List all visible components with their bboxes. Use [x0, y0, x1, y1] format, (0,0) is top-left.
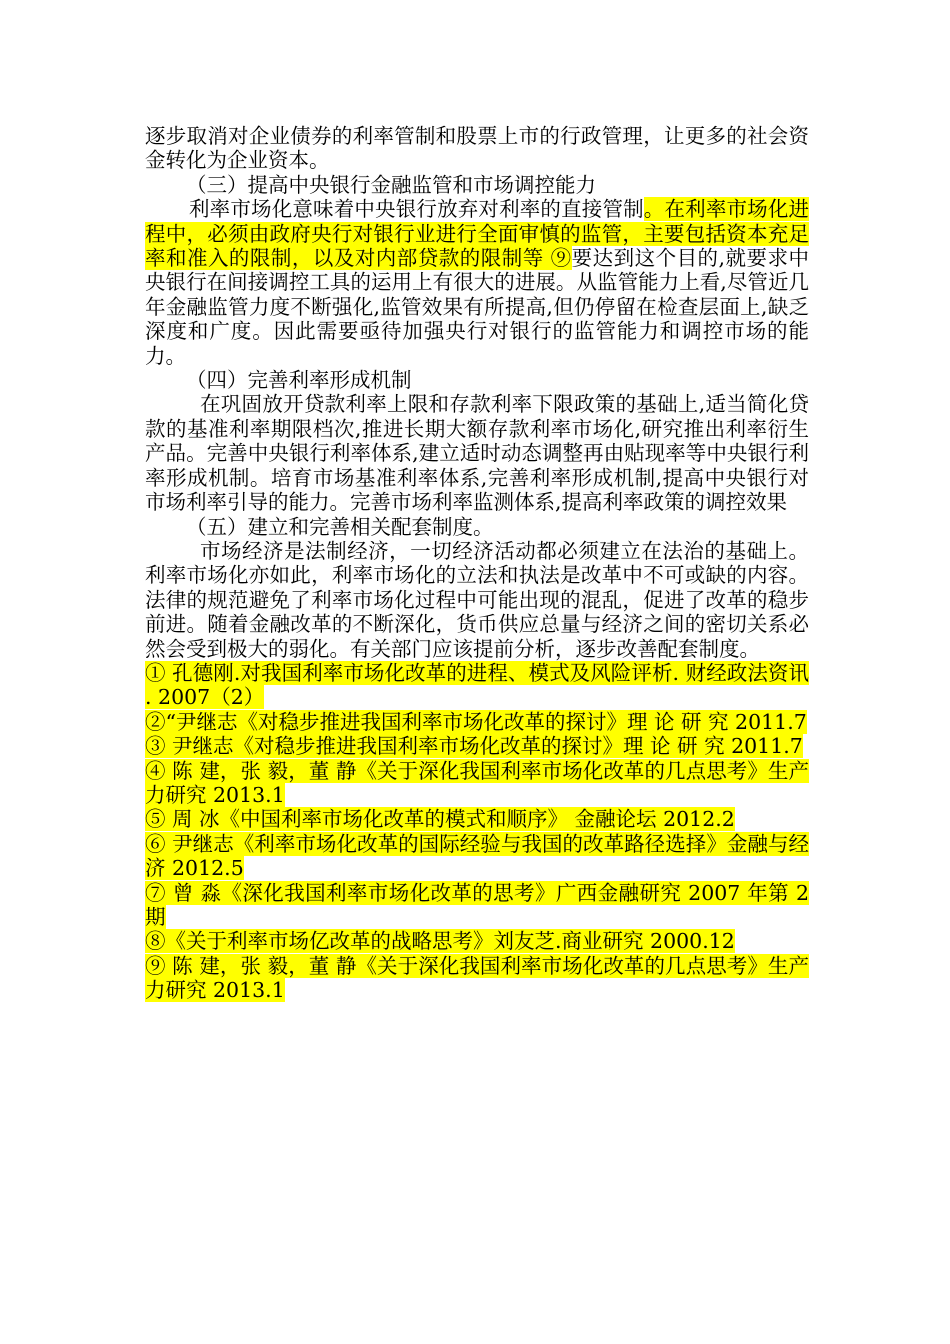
reference-text: ⑦ 曾 淼《深化我国利率市场化改革的思考》广西金融研究 2007 年第 2 期 [145, 880, 809, 929]
reference-item-4 [145, 759, 809, 808]
reference-item-5 [145, 807, 809, 831]
reference-item-2 [145, 710, 809, 734]
section-heading-4: （四）完善利率形成机制 [186, 368, 412, 393]
reference-text: ②“尹继志《对稳步推进我国利率市场化改革的探讨》理 论 研 究 2011.7 [145, 709, 807, 734]
paragraph-continuation: 逐步取消对企业债券的利率管制和股票上市的行政管理，让更多的社会资金转化为企业资本。 [145, 124, 809, 173]
reference-text: ③ 尹继志《对稳步推进我国利率市场化改革的探讨》理 论 研 究 2011.7 [145, 734, 803, 759]
paragraph-supervision [145, 197, 809, 368]
reference-item-6 [145, 832, 809, 881]
section-heading-3: （三）提高中央银行金融监管和市场调控能力 [186, 172, 596, 197]
reference-text: ⑤ 周 冰《中国利率市场化改革的模式和顺序》 金融论坛 2012.2 [145, 807, 735, 832]
section-heading-5: （五）建立和完善相关配套制度。 [186, 514, 494, 539]
reference-item-7 [145, 881, 809, 930]
document-body [145, 124, 809, 1003]
paragraph-supervision-end: 要达到这个目的,就要求中央银行在间接调控工具的运用上有很大的进展。从监管能力上看,尽管近几年金融监管力度不断强化,监管效果有所提高,但仍停留在检查层面上,缺乏深度和广度。因此需要亟待加强央行对银行的监管能力和调控市场的能力。 [145, 246, 809, 368]
reference-item-1 [145, 661, 809, 710]
reference-item-3 [145, 734, 809, 758]
highlighted-text: 。在利率市场化进程中，必须由政府央行对银行业进行全面审慎的监管，主要包括资本充足率和准入的限制，以及对内部贷款的限制等 ⑨ [145, 197, 810, 271]
reference-text: ⑧《关于利率市场亿改革的战略思考》刘友芝.商业研究 2000.12 [145, 929, 735, 954]
reference-item-8 [145, 929, 809, 953]
paragraph-rate-mechanism: 在巩固放开贷款利率上限和存款利率下限政策的基础上,适当简化贷款的基准利率期限档次,推进长期大额存款利率市场化,研究推出利率衍生产品。完善中央银行利率体系,建立适时动态调整再由贴现率等中央银行利率形成机制。培育市场基准利率体系,完善利率形成机制,提高中央银行对市场利率引导的能力。完善市场利率监测体系,提高利率政策的调控效果 [145, 392, 809, 515]
paragraph-legal-system: 市场经济是法制经济，一切经济活动都必须建立在法治的基础上。利率市场化亦如此，利率市场化的立法和执法是改革中不可或缺的内容。法律的规范避免了利率市场化过程中可能出现的混乱，促进了改革的稳步前进。随着金融改革的不断深化，货币供应总量与经济之间的密切关系必然会受到极大的弱化。有关部门应该提前分析，逐步改善配套制度。 [145, 538, 809, 661]
paragraph-supervision-start: 利率市场化意味着中央银行放弃对利率的直接管制 [189, 197, 644, 222]
reference-text: ⑥ 尹继志《利率市场化改革的国际经验与我国的改革路径选择》金融与经济 2012.5 [145, 831, 809, 881]
reference-text: ④ 陈 建，张 毅，董 静《关于深化我国利率市场化改革的几点思考》生产力研究 2013.1 [145, 758, 809, 807]
reference-item-9 [145, 954, 809, 1003]
references-list [145, 661, 809, 1003]
reference-text: ⑨ 陈 建，张 毅，董 静《关于深化我国利率市场化改革的几点思考》生产力研究 2013.1 [145, 953, 809, 1003]
reference-text: ① 孔德刚.对我国利率市场化改革的进程、模式及风险评析. 财经政法资讯 . 2007（2） [145, 660, 809, 710]
